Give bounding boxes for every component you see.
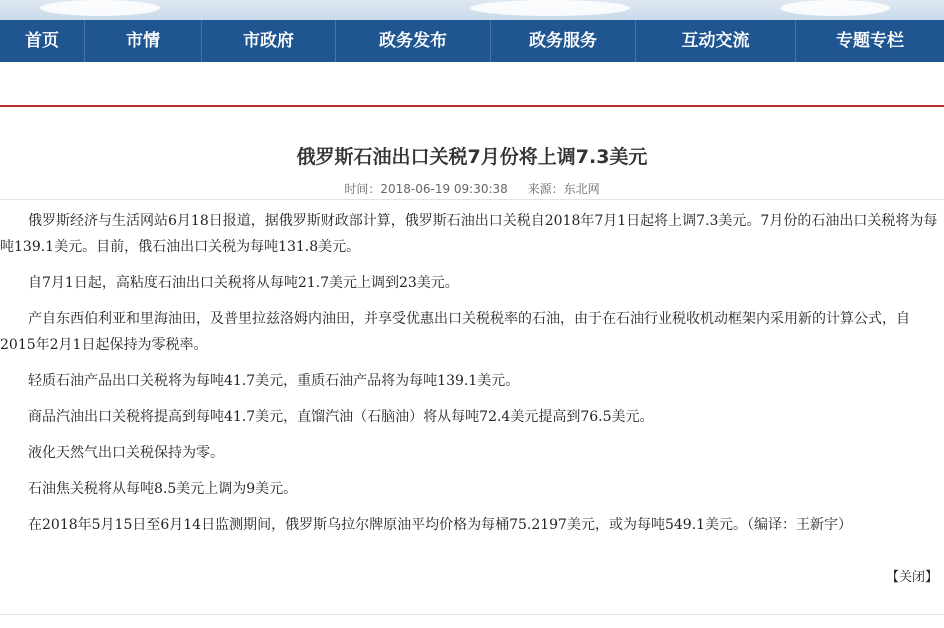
nav-item-news[interactable]: 政务发布	[336, 20, 491, 62]
time-value: 2018-06-19 09:30:38	[380, 182, 508, 196]
nav-item-interaction[interactable]: 互动交流	[636, 20, 796, 62]
article-paragraph: 商品汽油出口关税将提高到每吨41.7美元，直馏汽油（石脑油）将从每吨72.4美元提高到76.5美元。	[28, 409, 654, 425]
nav-item-home[interactable]: 首页	[0, 20, 85, 62]
nav-item-government[interactable]: 市政府	[202, 20, 336, 62]
cloud-decoration	[470, 0, 630, 16]
article-paragraph: 石油焦关税将从每吨8.5美元上调为9美元。	[28, 481, 298, 497]
article-paragraph: 在2018年5月15日至6月14日监测期间，俄罗斯乌拉尔牌原油平均价格为每桶75.2197美元，或为每吨549.1美元。（编译：王新宇）	[28, 517, 853, 533]
article-meta	[0, 180, 944, 197]
article-paragraph: 俄罗斯经济与生活网站6月18日报道，据俄罗斯财政部计算，俄罗斯石油出口关税自2018年7月1日起将上调7.3美元。7月份的石油出口关税将为每吨139.1美元。目前，俄石油出口关税为每吨131.8美元。	[0, 213, 938, 255]
article-paragraph: 轻质石油产品出口关税将为每吨41.7美元，重质石油产品将为每吨139.1美元。	[28, 373, 520, 389]
article-source	[528, 182, 600, 196]
article-body	[0, 208, 940, 548]
time-label: 时间：	[344, 182, 381, 196]
nav-item-topics[interactable]: 专题专栏	[836, 31, 904, 51]
nav-item-services[interactable]: 政务服务	[491, 20, 636, 62]
source-label: 来源：	[527, 182, 564, 196]
accent-divider	[0, 105, 944, 107]
main-nav	[0, 20, 944, 62]
bottom-divider	[0, 614, 944, 615]
article-paragraph: 液化天然气出口关税保持为零。	[28, 445, 224, 461]
article-title: 俄罗斯石油出口关税7月份将上调7.3美元	[296, 146, 648, 168]
meta-divider	[0, 199, 944, 200]
header-banner	[0, 0, 944, 20]
source-value: 东北网	[563, 182, 600, 196]
nav-item-city[interactable]: 市情	[85, 20, 202, 62]
article-paragraph: 产自东西伯利亚和里海油田，及普里拉兹洛姆内油田，并享受优惠出口关税税率的石油，由于在石油行业税收机动框架内采用新的计算公式，自2015年2月1日起保持为零税率。	[0, 311, 910, 353]
close-link[interactable]: 【关闭】	[885, 570, 938, 585]
publish-time	[344, 182, 507, 196]
cloud-decoration	[780, 0, 890, 16]
article-paragraph: 自7月1日起，高粘度石油出口关税将从每吨21.7美元上调到23美元。	[28, 275, 459, 291]
cloud-decoration	[40, 0, 160, 16]
